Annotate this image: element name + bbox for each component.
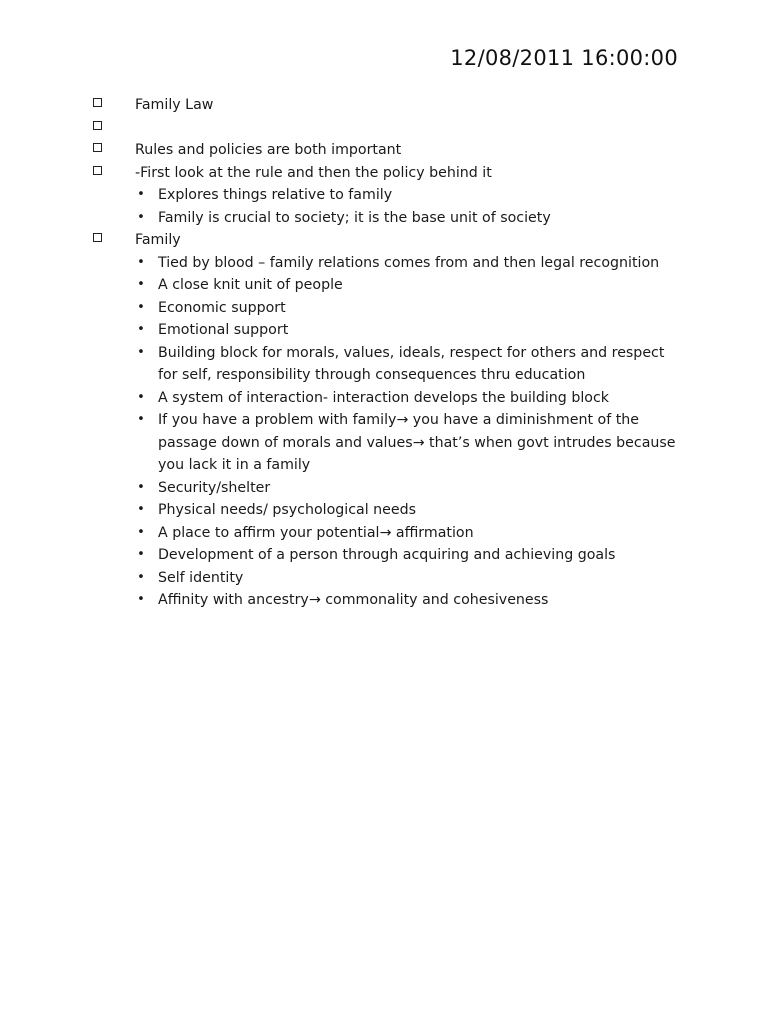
checkbox-icon <box>93 121 102 130</box>
checkbox-icon <box>93 166 102 175</box>
checkbox-icon <box>93 98 102 107</box>
bullet-text: Self identity <box>158 569 244 586</box>
bullet-item <box>92 184 692 207</box>
note-text: -First look at the rule and then the policy behind it <box>135 164 492 181</box>
note-item <box>92 94 692 117</box>
bullet-text: A system of interaction- interaction develops the building block <box>158 389 609 406</box>
bullet-text: Building block for morals, values, ideals, respect for others and respect for self, responsibility through consequences thru education <box>158 344 665 383</box>
bullet-dot-icon: • <box>137 187 145 202</box>
checkbox-icon <box>93 143 102 152</box>
bullet-dot-icon: • <box>137 322 145 337</box>
note-item <box>92 117 692 140</box>
bullet-text: Family is crucial to society; it is the base unit of society <box>158 209 551 226</box>
bullet-item <box>92 589 692 612</box>
bullet-item <box>92 387 692 410</box>
bullet-text: A close knit unit of people <box>158 277 343 293</box>
note-text: Rules and policies are both important <box>135 142 402 158</box>
bullet-text: Emotional support <box>158 322 289 338</box>
notes-outline <box>92 94 692 612</box>
bullet-list <box>92 184 692 229</box>
bullet-dot-icon: • <box>137 344 145 360</box>
bullet-text: If you have a problem with family→ you have a diminishment of the passage down of morals and values→ that’s when govt intrudes because you lack it in a family <box>158 412 676 473</box>
bullet-item <box>92 252 692 275</box>
bullet-dot-icon: • <box>137 592 145 607</box>
bullet-text: Tied by blood – family relations comes from and then legal recognition <box>158 254 660 271</box>
note-text <box>135 117 692 140</box>
bullet-item <box>92 342 692 387</box>
document-timestamp: 12/08/2011 16:00:00 <box>450 46 678 70</box>
note-item <box>92 229 692 252</box>
bullet-dot-icon: • <box>137 389 145 405</box>
bullet-item <box>92 544 692 567</box>
bullet-item <box>92 409 692 477</box>
bullet-dot-icon: • <box>137 524 145 540</box>
note-text: Family <box>135 232 181 248</box>
bullet-text: Development of a person through acquiring and achieving goals <box>158 547 616 563</box>
note-item <box>92 139 692 162</box>
bullet-list <box>92 252 692 612</box>
bullet-text: A place to affirm your potential→ affirmation <box>158 524 474 541</box>
bullet-dot-icon: • <box>137 547 145 562</box>
bullet-item <box>92 297 692 320</box>
bullet-text: Economic support <box>158 299 286 316</box>
bullet-dot-icon: • <box>137 479 145 495</box>
bullet-dot-icon: • <box>137 209 145 225</box>
note-text: Family Law <box>135 97 214 113</box>
bullet-item <box>92 567 692 590</box>
bullet-dot-icon: • <box>137 277 145 292</box>
checkbox-icon <box>93 233 102 242</box>
bullet-text: Security/shelter <box>158 479 271 496</box>
bullet-text: Affinity with ancestry→ commonality and cohesiveness <box>158 592 549 608</box>
bullet-text: Explores things relative to family <box>158 187 393 203</box>
bullet-item <box>92 522 692 545</box>
bullet-item <box>92 274 692 297</box>
bullet-dot-icon: • <box>137 299 145 315</box>
bullet-text: Physical needs/ psychological needs <box>158 502 416 518</box>
bullet-item <box>92 319 692 342</box>
bullet-item <box>92 477 692 500</box>
bullet-item <box>92 499 692 522</box>
bullet-dot-icon: • <box>137 502 145 517</box>
note-item <box>92 162 692 185</box>
bullet-dot-icon: • <box>137 569 145 585</box>
bullet-item <box>92 207 692 230</box>
bullet-dot-icon: • <box>137 254 145 270</box>
bullet-dot-icon: • <box>137 412 145 427</box>
